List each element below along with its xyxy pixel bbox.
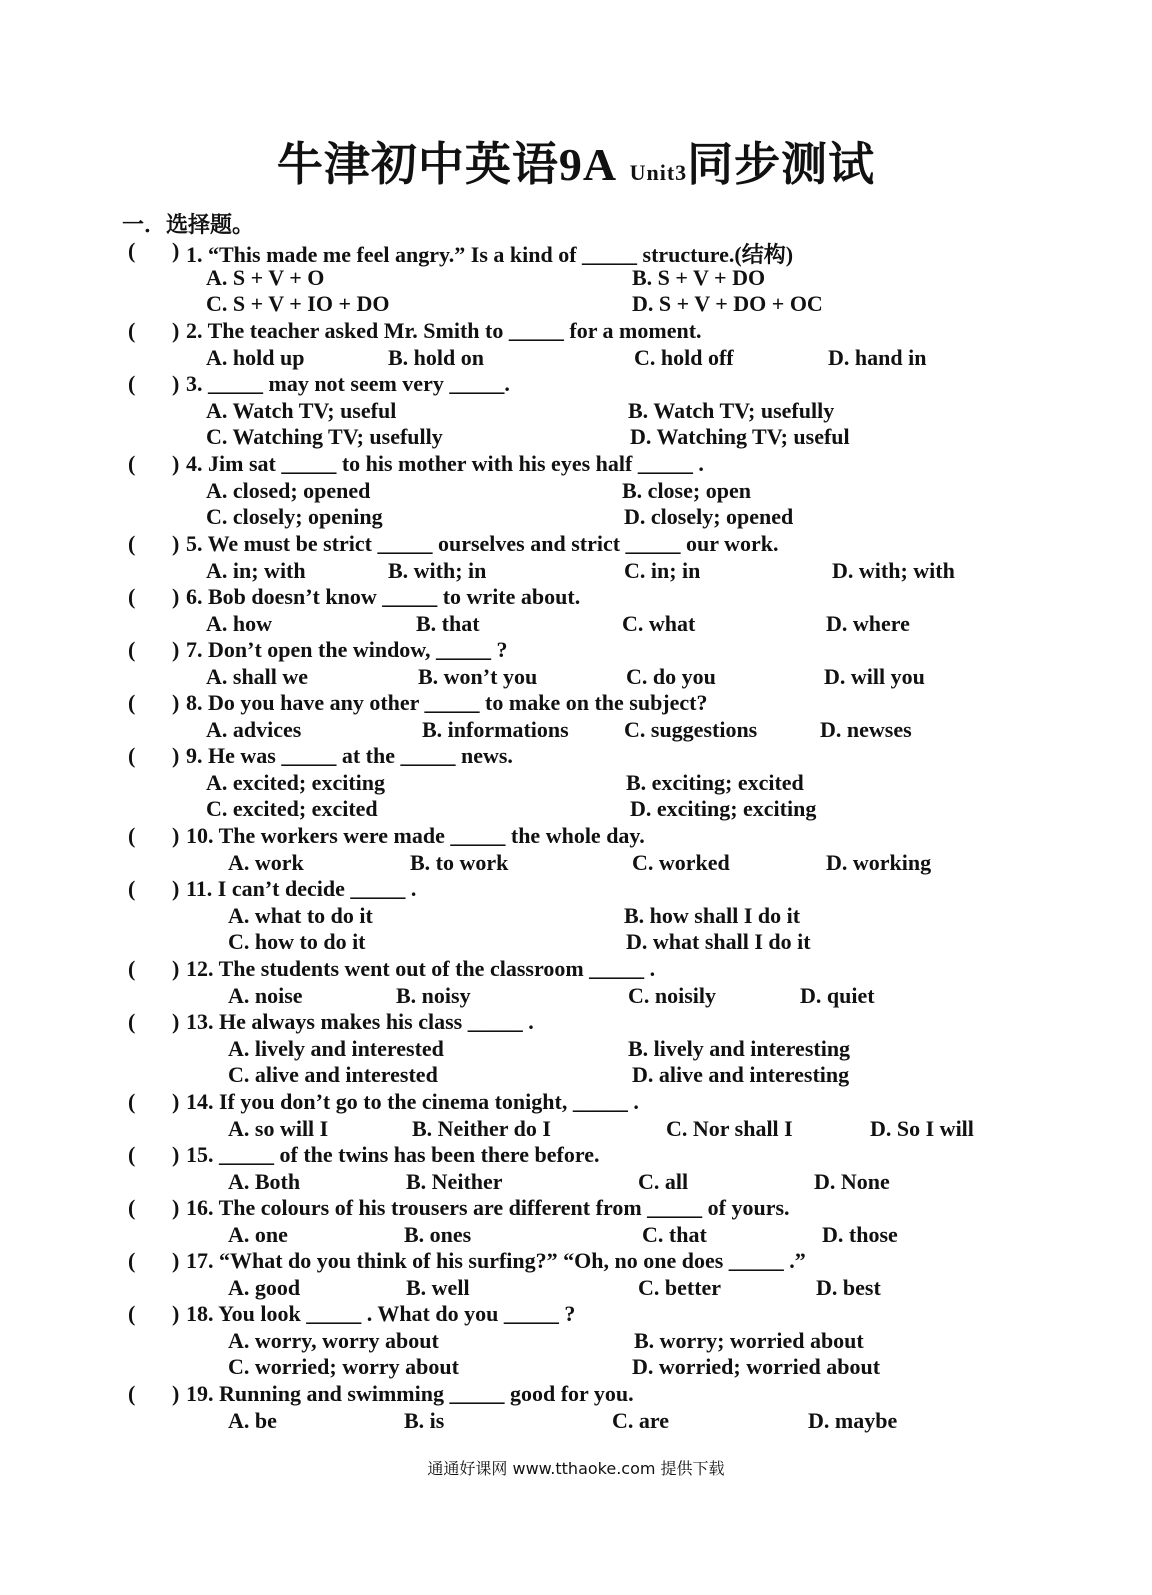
- answer-paren-left: (: [128, 451, 136, 476]
- option-c: C. Watching TV; usefully: [206, 424, 443, 450]
- option-d: D. will you: [824, 663, 925, 689]
- answer-paren-left: (: [128, 371, 136, 396]
- question-stem: 16. The colours of his trousers are different from _____ of yours.: [186, 1195, 790, 1220]
- option-a: A. shall we: [206, 663, 309, 689]
- answer-paren-right: ): [172, 1195, 180, 1220]
- answer-paren-left: (: [128, 637, 136, 662]
- answer-paren-right: ): [172, 451, 180, 476]
- answer-paren-right: ): [172, 1089, 180, 1114]
- option-c: C. worried; worry about: [228, 1354, 459, 1380]
- option-c: C. worked: [632, 849, 730, 875]
- option-b: B. informations: [422, 716, 569, 742]
- title-version: 9A: [558, 139, 618, 190]
- answer-paren-left: (: [128, 318, 136, 343]
- option-b: B. is: [404, 1407, 445, 1433]
- question-2: [0, 318, 1152, 345]
- question-18: [0, 1301, 1152, 1328]
- section-heading: 一．选择题。: [122, 213, 255, 238]
- question-8: [0, 690, 1152, 717]
- option-a: A. one: [228, 1221, 288, 1247]
- option-a: A. noise: [228, 982, 303, 1008]
- option-c: C. closely; opening: [206, 504, 383, 530]
- question-13: [0, 1009, 1152, 1036]
- option-b: B. exciting; excited: [626, 769, 804, 795]
- option-c: C. Nor shall I: [666, 1115, 793, 1141]
- option-d: D. hand in: [828, 344, 927, 370]
- answer-paren-right: ): [172, 1142, 180, 1167]
- option-c: C. S + V + IO + DO: [206, 291, 390, 317]
- option-b: B. lively and interesting: [628, 1035, 851, 1061]
- option-b: B. ones: [404, 1221, 472, 1247]
- option-d: D. what shall I do it: [626, 929, 811, 955]
- option-b: B. Neither do I: [412, 1115, 551, 1141]
- option-a: A. excited; exciting: [206, 769, 385, 795]
- option-b: B. Watch TV; usefully: [628, 397, 835, 423]
- question-stem: 15. _____ of the twins has been there before.: [186, 1142, 600, 1167]
- option-d: D. alive and interesting: [632, 1062, 850, 1088]
- question-1: [0, 238, 1152, 265]
- answer-paren-right: ): [172, 876, 180, 901]
- question-5: [0, 531, 1152, 558]
- question-9: [0, 743, 1152, 770]
- option-a: A. Watch TV; useful: [206, 397, 397, 423]
- option-d: D. S + V + DO + OC: [632, 291, 823, 317]
- option-c: C. how to do it: [228, 929, 366, 955]
- option-a: A. lively and interested: [228, 1035, 444, 1061]
- answer-paren-right: ): [172, 318, 180, 343]
- question-3: [0, 371, 1152, 398]
- question-10: [0, 823, 1152, 850]
- answer-paren-right: ): [172, 584, 180, 609]
- answer-paren-left: (: [128, 823, 136, 848]
- title-sub: 同步测试: [687, 137, 876, 191]
- option-d: D. Watching TV; useful: [630, 424, 850, 450]
- option-b: B. worry; worried about: [634, 1327, 864, 1353]
- answer-paren-left: (: [128, 1301, 136, 1326]
- option-a: A. work: [228, 849, 304, 875]
- answer-paren-right: ): [172, 1248, 180, 1273]
- option-d: D. quiet: [800, 982, 875, 1008]
- question-stem: 18. You look _____ . What do you _____ ?: [186, 1301, 576, 1326]
- answer-paren-right: ): [172, 690, 180, 715]
- option-a: A. Both: [228, 1168, 301, 1194]
- option-d: D. with; with: [832, 557, 955, 583]
- question-stem: 3. _____ may not seem very _____.: [186, 371, 510, 396]
- option-c: C. hold off: [634, 344, 734, 370]
- answer-paren-right: ): [172, 1381, 180, 1406]
- option-d: D. where: [826, 610, 910, 636]
- option-c: C. that: [642, 1221, 707, 1247]
- answer-paren-right: ): [172, 956, 180, 981]
- option-d: D. worried; worried about: [632, 1354, 881, 1380]
- question-stem: 7. Don’t open the window, _____ ?: [186, 637, 508, 662]
- answer-paren-right: ): [172, 1009, 180, 1034]
- answer-paren-left: (: [128, 876, 136, 901]
- option-d: D. maybe: [808, 1407, 898, 1433]
- question-stem: 19. Running and swimming _____ good for you.: [186, 1381, 634, 1406]
- option-a: A. closed; opened: [206, 477, 371, 503]
- option-d: D. working: [826, 849, 932, 875]
- option-a: A. how: [206, 610, 273, 636]
- option-b: B. hold on: [388, 344, 484, 370]
- answer-paren-right: ): [172, 238, 180, 263]
- option-c: C. do you: [626, 663, 716, 689]
- question-4: [0, 451, 1152, 478]
- question-stem: 5. We must be strict _____ ourselves and strict _____ our work.: [186, 531, 779, 556]
- question-stem: 6. Bob doesn’t know _____ to write about.: [186, 584, 581, 609]
- option-b: B. noisy: [396, 982, 471, 1008]
- answer-paren-left: (: [128, 1089, 136, 1114]
- option-a: A. good: [228, 1274, 301, 1300]
- option-c: C. what: [622, 610, 696, 636]
- answer-paren-right: ): [172, 823, 180, 848]
- option-b: B. with; in: [388, 557, 487, 583]
- option-d: D. None: [814, 1168, 890, 1194]
- question-stem: 11. I can’t decide _____ .: [186, 876, 417, 901]
- question-14: [0, 1089, 1152, 1116]
- answer-paren-right: ): [172, 637, 180, 662]
- option-a: A. S + V + O: [206, 264, 325, 290]
- question-stem: 1. “This made me feel angry.” Is a kind of _____ structure.(结构): [186, 242, 794, 267]
- option-c: C. alive and interested: [228, 1062, 438, 1088]
- answer-paren-left: (: [128, 690, 136, 715]
- title-main: 牛津初中英语: [276, 137, 559, 191]
- answer-paren-left: (: [128, 1381, 136, 1406]
- option-c: C. noisily: [628, 982, 717, 1008]
- question-stem: 2. The teacher asked Mr. Smith to _____ for a moment.: [186, 318, 702, 343]
- option-d: D. exciting; exciting: [630, 796, 817, 822]
- question-stem: 9. He was _____ at the _____ news.: [186, 743, 513, 768]
- answer-paren-right: ): [172, 743, 180, 768]
- question-16: [0, 1195, 1152, 1222]
- question-stem: 10. The workers were made _____ the whole day.: [186, 823, 645, 848]
- answer-paren-left: (: [128, 1248, 136, 1273]
- answer-paren-left: (: [128, 531, 136, 556]
- question-stem: 8. Do you have any other _____ to make on the subject?: [186, 690, 708, 715]
- option-a: A. in; with: [206, 557, 306, 583]
- answer-paren-left: (: [128, 1009, 136, 1034]
- option-a: A. what to do it: [228, 902, 373, 928]
- option-a: A. be: [228, 1407, 277, 1433]
- option-d: D. best: [816, 1274, 881, 1300]
- answer-paren-left: (: [128, 956, 136, 981]
- answer-paren-left: (: [128, 1142, 136, 1167]
- option-b: B. S + V + DO: [632, 264, 766, 290]
- option-c: C. all: [638, 1168, 689, 1194]
- option-b: B. Neither: [406, 1168, 503, 1194]
- option-a: A. worry, worry about: [228, 1327, 439, 1353]
- question-6: [0, 584, 1152, 611]
- question-12: [0, 956, 1152, 983]
- question-stem: 13. He always makes his class _____ .: [186, 1009, 534, 1034]
- option-d: D. those: [822, 1221, 898, 1247]
- answer-paren-right: ): [172, 531, 180, 556]
- answer-paren-left: (: [128, 584, 136, 609]
- option-c: C. excited; excited: [206, 796, 378, 822]
- answer-paren-left: (: [128, 238, 136, 263]
- option-a: A. hold up: [206, 344, 305, 370]
- option-b: B. how shall I do it: [624, 902, 801, 928]
- option-b: B. to work: [410, 849, 509, 875]
- option-c: C. better: [638, 1274, 722, 1300]
- option-d: D. newses: [820, 716, 912, 742]
- option-c: C. in; in: [624, 557, 701, 583]
- option-a: A. advices: [206, 716, 302, 742]
- option-c: C. are: [612, 1407, 670, 1433]
- answer-paren-right: ): [172, 371, 180, 396]
- option-b: B. close; open: [622, 477, 751, 503]
- question-stem: 17. “What do you think of his surfing?” “Oh, no one does _____ .”: [186, 1248, 806, 1273]
- question-11: [0, 876, 1152, 903]
- page-title: [0, 128, 1152, 194]
- option-d: D. So I will: [870, 1115, 974, 1141]
- question-17: [0, 1248, 1152, 1275]
- question-stem: 14. If you don’t go to the cinema tonight, _____ .: [186, 1089, 639, 1114]
- footer-text: 通通好课网 www.tthaoke.com 提供下载: [427, 1459, 725, 1478]
- option-b: B. won’t you: [418, 663, 538, 689]
- option-d: D. closely; opened: [624, 504, 794, 530]
- option-c: C. suggestions: [624, 716, 758, 742]
- answer-paren-right: ): [172, 1301, 180, 1326]
- option-b: B. well: [406, 1274, 470, 1300]
- option-b: B. that: [416, 610, 480, 636]
- question-stem: 4. Jim sat _____ to his mother with his eyes half _____ .: [186, 451, 704, 476]
- option-a: A. so will I: [228, 1115, 329, 1141]
- question-7: [0, 637, 1152, 664]
- answer-paren-left: (: [128, 743, 136, 768]
- question-stem: 12. The students went out of the classroom _____ .: [186, 956, 656, 981]
- question-19: [0, 1381, 1152, 1408]
- answer-paren-left: (: [128, 1195, 136, 1220]
- question-15: [0, 1142, 1152, 1169]
- title-unit: Unit3: [629, 160, 688, 185]
